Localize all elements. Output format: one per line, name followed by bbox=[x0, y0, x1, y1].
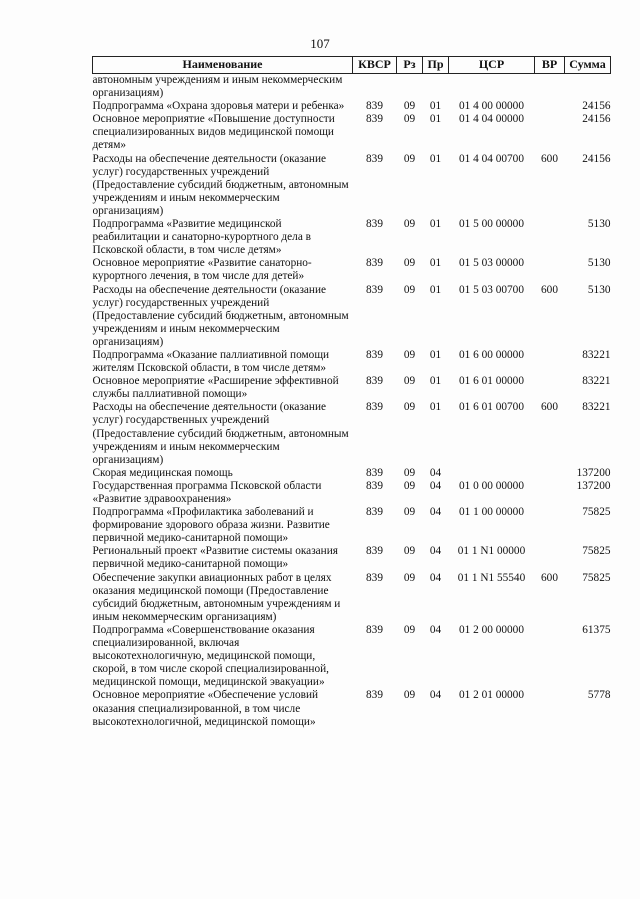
cell-vr bbox=[535, 349, 565, 375]
cell-pr: 04 bbox=[429, 623, 442, 636]
cell-pr: 01 bbox=[429, 113, 442, 126]
header-kvsr: КВСР bbox=[353, 57, 397, 74]
cell-name: Государственная программа Псковской области «Развитие здравоохранения» bbox=[92, 479, 322, 505]
cell-csr: 01 4 00 00000 bbox=[459, 100, 524, 113]
cell-kvsr: 839 bbox=[366, 401, 383, 414]
cell-csr: 01 5 03 00000 bbox=[459, 257, 524, 270]
cell-pr: 04 bbox=[429, 545, 442, 558]
cell-vr bbox=[535, 467, 565, 480]
cell-csr: 01 1 N1 00000 bbox=[457, 545, 526, 558]
cell-pr: 01 bbox=[429, 348, 442, 361]
cell-rz bbox=[397, 74, 423, 101]
cell-name: Скорая медицинская помощь bbox=[92, 466, 233, 479]
header-sum: Сумма bbox=[565, 57, 611, 74]
cell-vr: 600 bbox=[541, 571, 558, 584]
cell-vr bbox=[535, 545, 565, 571]
cell-name: Основное мероприятие «Расширение эффективной службы паллиативной помощи» bbox=[92, 375, 339, 401]
cell-sum: 83221 bbox=[582, 348, 611, 361]
cell-csr bbox=[449, 74, 535, 101]
cell-vr bbox=[535, 375, 565, 401]
cell-pr: 01 bbox=[429, 100, 442, 113]
table-row bbox=[93, 100, 611, 113]
cell-sum bbox=[565, 74, 611, 101]
cell-pr: 01 bbox=[429, 283, 442, 296]
cell-pr: 04 bbox=[429, 466, 442, 479]
cell-name: Основное мероприятие «Обеспечение условий оказания специализированной, в том числе высокотехнологичной, медицинской помощи» bbox=[92, 689, 319, 728]
cell-name: Подпрограмма «Профилактика заболеваний и формирование здорового образа жизни. Развитие первичной медико-санитарной помощи» bbox=[92, 506, 330, 545]
cell-kvsr: 839 bbox=[366, 623, 383, 636]
cell-pr: 04 bbox=[429, 479, 442, 492]
cell-name: Основное мероприятие «Развитие санаторно-курортного лечения, в том числе для детей» bbox=[92, 257, 312, 283]
cell-kvsr: 839 bbox=[366, 466, 383, 479]
header-name: Наименование bbox=[93, 57, 353, 74]
cell-kvsr: 839 bbox=[366, 257, 383, 270]
budget-table bbox=[92, 56, 611, 729]
cell-kvsr: 839 bbox=[366, 348, 383, 361]
cell-sum: 137200 bbox=[576, 479, 611, 492]
cell-csr: 01 4 04 00700 bbox=[459, 152, 524, 165]
cell-kvsr: 839 bbox=[366, 375, 383, 388]
cell-rz: 09 bbox=[403, 100, 416, 113]
cell-sum: 61375 bbox=[582, 623, 611, 636]
cell-csr: 01 2 00 00000 bbox=[459, 623, 524, 636]
cell-kvsr: 839 bbox=[366, 113, 383, 126]
cell-sum: 5130 bbox=[587, 257, 611, 270]
cell-rz: 09 bbox=[403, 479, 416, 492]
header-vr: ВР bbox=[535, 57, 565, 74]
cell-vr bbox=[535, 689, 565, 728]
cell-name: Основное мероприятие «Повышение доступности специализированных видов медицинской помощи детям» bbox=[92, 113, 335, 152]
cell-rz: 09 bbox=[403, 283, 416, 296]
cell-sum: 75825 bbox=[582, 545, 611, 558]
cell-csr bbox=[449, 467, 535, 480]
cell-sum: 83221 bbox=[582, 401, 611, 414]
cell-sum: 137200 bbox=[576, 466, 611, 479]
cell-csr: 01 4 04 00000 bbox=[459, 113, 524, 126]
cell-pr: 04 bbox=[429, 571, 442, 584]
cell-sum: 75825 bbox=[582, 571, 611, 584]
cell-vr bbox=[535, 113, 565, 152]
cell-kvsr: 839 bbox=[366, 545, 383, 558]
cell-csr: 01 2 01 00000 bbox=[459, 689, 524, 702]
cell-csr: 01 6 01 00700 bbox=[459, 401, 524, 414]
cell-sum: 83221 bbox=[582, 375, 611, 388]
cell-rz: 09 bbox=[403, 257, 416, 270]
table-row bbox=[93, 153, 611, 218]
cell-name: Обеспечение закупки авиационных работ в целях оказания медицинской помощи (Предоставление субсидий бюджетным, автономным учреждениям и иным некоммерческим организациям) bbox=[92, 571, 341, 623]
cell-name: Расходы на обеспечение деятельности (оказание услуг) государственных учреждений (Предоставление субсидий бюджетным, автономным учреждениям и иным некоммерческим организациям) bbox=[92, 152, 349, 217]
cell-name: Подпрограмма «Совершенствование оказания специализированной, включая высокотехнологичную, медицинской помощи, скорой, в том числе скорой специализированной, медицинской помощи, медицинской эвакуации» bbox=[92, 623, 329, 689]
cell-pr: 01 bbox=[429, 257, 442, 270]
cell-kvsr: 839 bbox=[366, 506, 383, 519]
cell-vr: 600 bbox=[541, 283, 558, 296]
cell-rz: 09 bbox=[403, 506, 416, 519]
cell-sum: 5778 bbox=[587, 689, 611, 702]
cell-name: Региональный проект «Развитие системы оказания первичной медико-санитарной помощи» bbox=[92, 545, 338, 571]
cell-rz: 09 bbox=[403, 152, 416, 165]
cell-vr: 600 bbox=[541, 152, 558, 165]
cell-sum: 24156 bbox=[582, 100, 611, 113]
cell-csr: 01 0 00 00000 bbox=[459, 479, 524, 492]
cell-vr bbox=[535, 257, 565, 283]
table-row bbox=[93, 375, 611, 401]
table-row bbox=[93, 572, 611, 624]
cell-csr: 01 5 00 00000 bbox=[459, 218, 524, 231]
cell-rz: 09 bbox=[403, 218, 416, 231]
cell-name: Подпрограмма «Развитие медицинской реабилитации и санаторно-курортного дела в Псковской области, в том числе детям» bbox=[92, 218, 311, 257]
table-body bbox=[93, 74, 611, 729]
cell-pr: 01 bbox=[429, 375, 442, 388]
cell-sum: 24156 bbox=[582, 113, 611, 126]
cell-vr bbox=[535, 218, 565, 257]
cell-kvsr: 839 bbox=[366, 283, 383, 296]
page-number: 107 bbox=[310, 36, 330, 51]
cell-rz: 09 bbox=[403, 545, 416, 558]
cell-name: Расходы на обеспечение деятельности (оказание услуг) государственных учреждений (Предоставление субсидий бюджетным, автономным учреждениям и иным некоммерческим организациям) bbox=[92, 283, 349, 348]
table-row bbox=[93, 257, 611, 283]
table-row bbox=[93, 480, 611, 506]
cell-pr: 01 bbox=[429, 218, 442, 231]
cell-rz: 09 bbox=[403, 623, 416, 636]
cell-name: Подпрограмма «Оказание паллиативной помощи жителям Псковской области, в том числе детям» bbox=[92, 348, 330, 375]
cell-rz: 09 bbox=[403, 401, 416, 414]
cell-pr bbox=[423, 74, 449, 101]
cell-kvsr: 839 bbox=[366, 152, 383, 165]
cell-rz: 09 bbox=[403, 113, 416, 126]
cell-vr bbox=[535, 480, 565, 506]
cell-kvsr: 839 bbox=[366, 100, 383, 113]
cell-sum: 75825 bbox=[582, 506, 611, 519]
header-pr: Пр bbox=[423, 57, 449, 74]
table-row bbox=[93, 113, 611, 152]
cell-pr: 01 bbox=[429, 401, 442, 414]
cell-pr: 04 bbox=[429, 689, 442, 702]
header-rz: Рз bbox=[397, 57, 423, 74]
cell-csr: 01 6 01 00000 bbox=[459, 375, 524, 388]
cell-rz: 09 bbox=[403, 466, 416, 479]
cell-kvsr bbox=[353, 74, 397, 101]
cell-rz: 09 bbox=[403, 375, 416, 388]
table-row bbox=[93, 467, 611, 480]
cell-sum: 5130 bbox=[587, 218, 611, 231]
cell-vr bbox=[535, 100, 565, 113]
cell-csr: 01 6 00 00000 bbox=[459, 348, 524, 361]
table-row bbox=[93, 218, 611, 257]
table-row bbox=[93, 506, 611, 545]
header-csr: ЦСР bbox=[449, 57, 535, 74]
cell-name: автономным учреждениям и иным некоммерческим организациям) bbox=[92, 74, 343, 100]
cell-kvsr: 839 bbox=[366, 218, 383, 231]
cell-name: Расходы на обеспечение деятельности (оказание услуг) государственных учреждений (Предоставление субсидий бюджетным, автономным учреждениям и иным некоммерческим организациям) bbox=[92, 401, 349, 466]
cell-sum: 24156 bbox=[582, 152, 611, 165]
table-row bbox=[93, 74, 611, 101]
cell-kvsr: 839 bbox=[366, 689, 383, 702]
cell-vr bbox=[535, 506, 565, 545]
table-row bbox=[93, 545, 611, 571]
cell-vr: 600 bbox=[541, 401, 558, 414]
table-header bbox=[93, 57, 611, 74]
cell-csr: 01 1 00 00000 bbox=[459, 506, 524, 519]
cell-kvsr: 839 bbox=[366, 571, 383, 584]
table-row bbox=[93, 284, 611, 349]
cell-rz: 09 bbox=[403, 348, 416, 361]
cell-name: Подпрограмма «Охрана здоровья матери и ребенка» bbox=[92, 100, 345, 113]
cell-vr bbox=[535, 624, 565, 689]
cell-csr: 01 1 N1 55540 bbox=[457, 571, 526, 584]
cell-csr: 01 5 03 00700 bbox=[459, 283, 524, 296]
cell-rz: 09 bbox=[403, 571, 416, 584]
table-row bbox=[93, 401, 611, 466]
cell-sum: 5130 bbox=[587, 283, 611, 296]
cell-vr bbox=[535, 74, 565, 101]
cell-kvsr: 839 bbox=[366, 479, 383, 492]
table-row bbox=[93, 624, 611, 689]
table-row bbox=[93, 689, 611, 728]
cell-pr: 04 bbox=[429, 506, 442, 519]
cell-pr: 01 bbox=[429, 152, 442, 165]
table-row bbox=[93, 349, 611, 375]
cell-rz: 09 bbox=[403, 689, 416, 702]
